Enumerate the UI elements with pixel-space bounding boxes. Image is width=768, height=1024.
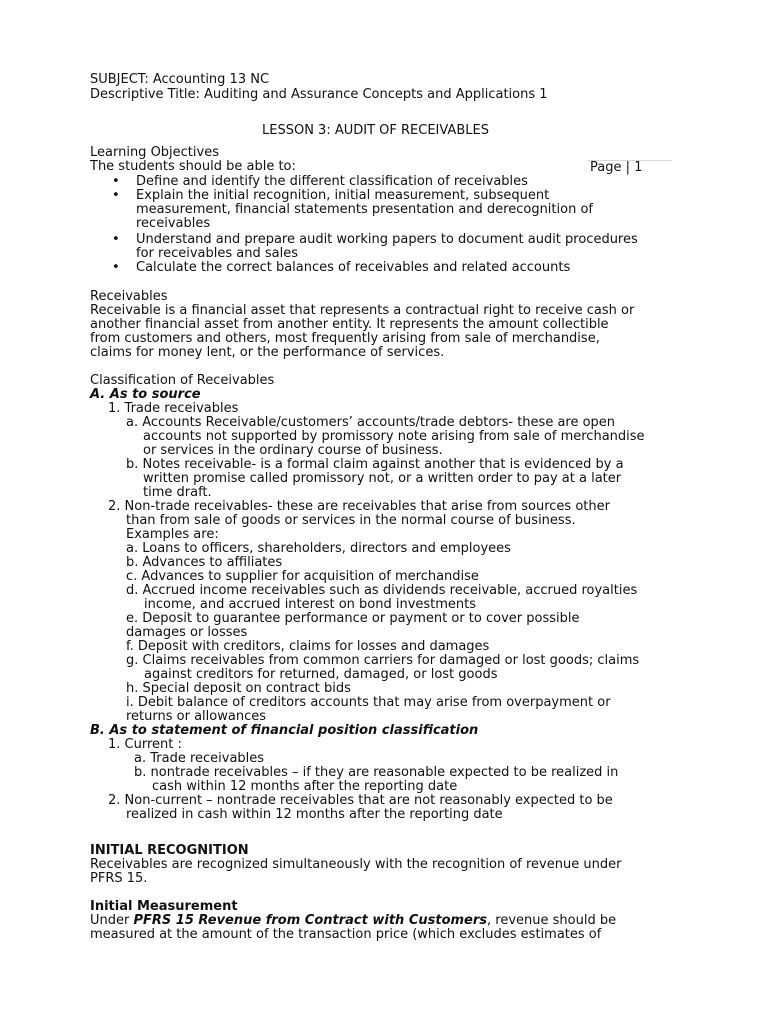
class-line: income, and accrued interest on bond investments — [144, 597, 477, 612]
bullet-icon: • — [112, 260, 120, 275]
class-line: 2. Non-current – nontrade receivables that are not reasonably expected to be — [108, 793, 613, 808]
class-line: returns or allowances — [126, 709, 266, 724]
class-line: accounts not supported by promissory note arising from sale of merchandise — [143, 429, 645, 444]
receivables-text: Receivable is a financial asset that represents a contractual right to receive cash or — [90, 303, 635, 318]
class-line: d. Accrued income receivables such as dividends receivable, accrued royalties — [126, 583, 638, 598]
objective-item: Define and identify the different classification of receivables — [136, 174, 528, 189]
receivables-heading: Receivables — [90, 289, 168, 304]
class-line: b. nontrade receivables – if they are reasonable expected to be realized in — [134, 765, 619, 780]
objective-item: Explain the initial recognition, initial measurement, subsequent — [136, 188, 550, 203]
class-line: g. Claims receivables from common carriers for damaged or lost goods; claims — [126, 653, 640, 668]
objective-item: Understand and prepare audit working papers to document audit procedures — [136, 232, 638, 247]
class-line: 1. Current : — [108, 737, 182, 752]
class-line: against creditors for returned, damaged, or lost goods — [144, 667, 498, 682]
class-line: c. Advances to supplier for acquisition of merchandise — [126, 569, 479, 584]
subject-line: SUBJECT: Accounting 13 NC — [90, 72, 270, 87]
objective-item-cont: receivables — [136, 216, 211, 231]
objective-item-cont: for receivables and sales — [136, 246, 298, 261]
bullet-icon: • — [112, 232, 120, 247]
bullet-icon: • — [112, 174, 120, 189]
classification-heading: Classification of Receivables — [90, 373, 275, 388]
receivables-text: from customers and others, most frequently arising from sale of merchandise, — [90, 331, 600, 346]
receivables-text: claims for money lent, or the performance of services. — [90, 345, 445, 360]
bullet-icon: • — [112, 188, 120, 203]
class-line: i. Debit balance of creditors accounts that may arise from overpayment or — [126, 695, 611, 710]
class-line: a. Trade receivables — [134, 751, 265, 766]
initial-measurement-text: Under PFRS 15 Revenue from Contract with Customers, revenue should be — [90, 913, 617, 928]
class-line: a. Loans to officers, shareholders, directors and employees — [126, 541, 511, 556]
class-line: or services in the ordinary course of business. — [143, 443, 443, 458]
initial-recognition-heading: INITIAL RECOGNITION — [90, 843, 249, 858]
class-line: realized in cash within 12 months after the reporting date — [126, 807, 503, 822]
objectives-heading: Learning Objectives — [90, 145, 219, 160]
receivables-text: another financial asset from another entity. It represents the amount collectible — [90, 317, 609, 332]
class-line: Examples are: — [126, 527, 219, 542]
lesson-title: LESSON 3: AUDIT OF RECEIVABLES — [262, 123, 489, 138]
descriptive-title: Descriptive Title: Auditing and Assurance Concepts and Applications 1 — [90, 87, 548, 102]
objectives-intro: The students should be able to: — [90, 159, 296, 174]
class-line: e. Deposit to guarantee performance or payment or to cover possible — [126, 611, 580, 626]
class-line: 2. Non-trade receivables- these are receivables that arise from sources other — [108, 499, 610, 514]
class-line: b. Notes receivable- is a formal claim against another that is evidenced by a — [126, 457, 624, 472]
objective-item: Calculate the correct balances of receivables and related accounts — [136, 260, 571, 275]
class-line: time draft. — [143, 485, 212, 500]
initial-measurement-heading: Initial Measurement — [90, 899, 238, 914]
class-line: a. Accounts Receivable/customers’ accounts/trade debtors- these are open — [126, 415, 616, 430]
page-number: Page | 1 — [590, 160, 643, 175]
initial-recognition-text: PFRS 15. — [90, 871, 148, 886]
class-line: written promise called promissory not, or a written order to pay at a later — [143, 471, 622, 486]
section-a-heading: A. As to source — [90, 387, 201, 402]
class-line: 1. Trade receivables — [108, 401, 239, 416]
class-line: f. Deposit with creditors, claims for losses and damages — [126, 639, 490, 654]
objective-item-cont: measurement, financial statements presentation and derecognition of — [136, 202, 593, 217]
class-line: damages or losses — [126, 625, 248, 640]
initial-measurement-text: measured at the amount of the transaction price (which excludes estimates of — [90, 927, 602, 942]
class-line: cash within 12 months after the reporting date — [152, 779, 458, 794]
class-line: than from sale of goods or services in the normal course of business. — [126, 513, 576, 528]
class-line: b. Advances to affiliates — [126, 555, 283, 570]
pfrs15-reference: PFRS 15 Revenue from Contract with Customers — [133, 913, 488, 928]
initial-recognition-text: Receivables are recognized simultaneously with the recognition of revenue under — [90, 857, 622, 872]
section-b-heading: B. As to statement of financial position classification — [90, 723, 479, 738]
class-line: h. Special deposit on contract bids — [126, 681, 351, 696]
